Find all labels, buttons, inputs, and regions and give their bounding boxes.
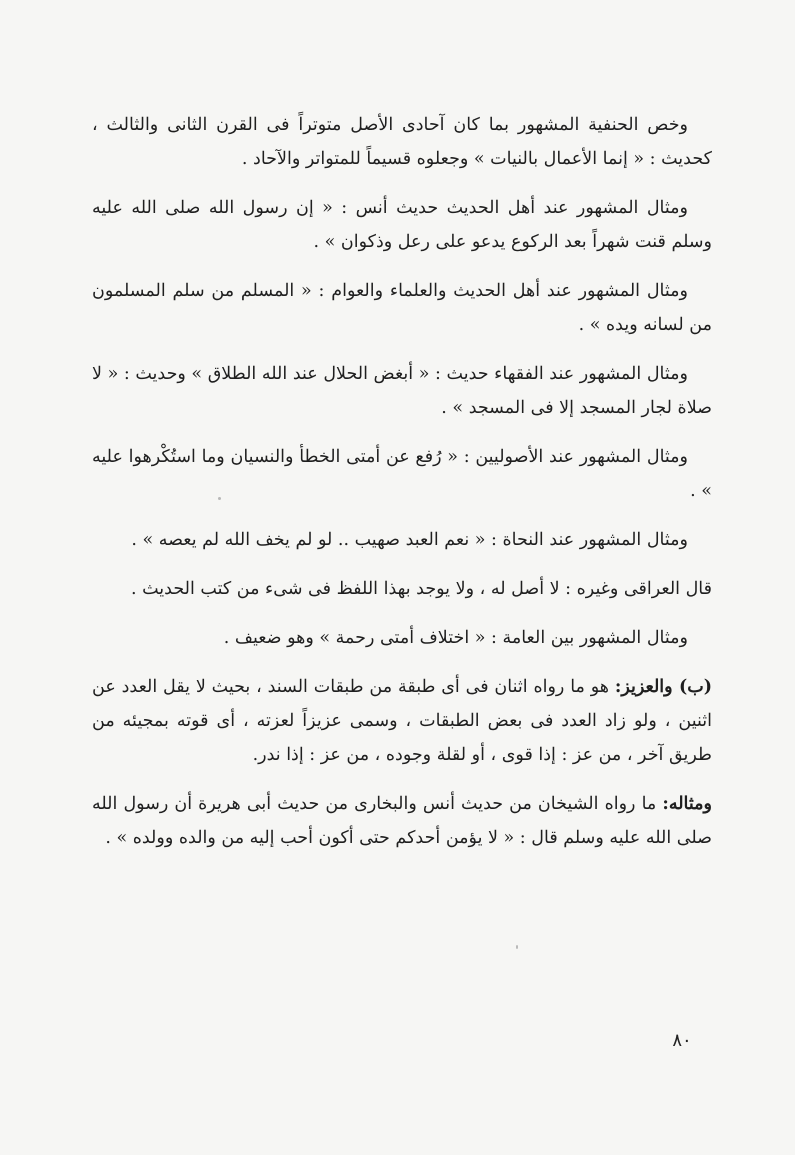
paragraph-grammarians-example: ومثال المشهور عند النحاة : « نعم العبد صهيب .. لو لم يخف الله لم يعصه » .: [131, 530, 688, 550]
page-body: [92, 108, 712, 870]
example-text: ما رواه الشيخان من حديث أنس والبخارى من حديث أبى هريرة أن رسول الله صلى الله عليه وسلم قال : « لا يؤمن أحدكم حتى أكون أحب إليه من والده وولده » .: [92, 794, 712, 848]
example-heading: ومثاله:: [662, 794, 712, 814]
scan-speck: [516, 945, 518, 949]
page-number: ٨٠: [672, 1030, 692, 1051]
paragraph-scholars-public-example: ومثال المشهور عند أهل الحديث والعلماء والعوام : « المسلم من سلم المسلمون من لسانه ويده » .: [92, 281, 712, 335]
paragraph-hadith-scholars-example: ومثال المشهور عند أهل الحديث حديث أنس : « إن رسول الله صلى الله عليه وسلم قنت شهراً بعد الركوع يدعو على رعل وذكوان » .: [92, 198, 712, 252]
paragraph-common-people-example: ومثال المشهور بين العامة : « اختلاف أمتى رحمة » وهو ضعيف .: [223, 628, 688, 648]
paragraph-aziz-example: [92, 787, 712, 855]
scan-speck: [218, 497, 221, 500]
aziz-heading: (ب) والعزيز:: [614, 677, 713, 697]
paragraph-iraqi-comment: قال العراقى وغيره : لا أصل له ، ولا يوجد بهذا اللفظ فى شىء من كتب الحديث .: [130, 579, 712, 599]
paragraph-usul-example: ومثال المشهور عند الأصوليين : « رُفع عن أمتى الخطأ والنسيان وما استُكْرهوا عليه » .: [92, 447, 712, 501]
aziz-text: هو ما رواه اثنان فى أى طبقة من طبقات السند ، بحيث لا يقل العدد عن اثنين ، ولو زاد العدد فى بعض الطبقات ، وسمى عزيزاً لعزته ، أى قوته بمجيئه من طريق آخر ، من عز : إذا قوى ، أو لقلة وجوده ، من عز : إذا ندر.: [92, 677, 712, 765]
paragraph-jurists-example: ومثال المشهور عند الفقهاء حديث : « أبغض الحلال عند الله الطلاق » وحديث : « لا صلاة لجار المسجد إلا فى المسجد » .: [92, 364, 712, 418]
paragraph-aziz-definition: [92, 670, 712, 772]
paragraph-hanafi-mashhur: وخص الحنفية المشهور بما كان آحادى الأصل متوتراً فى القرن الثانى والثالث ، كحديث : « إنما الأعمال بالنيات » وجعلوه قسيماً للمتواتر والآحاد .: [92, 115, 712, 169]
